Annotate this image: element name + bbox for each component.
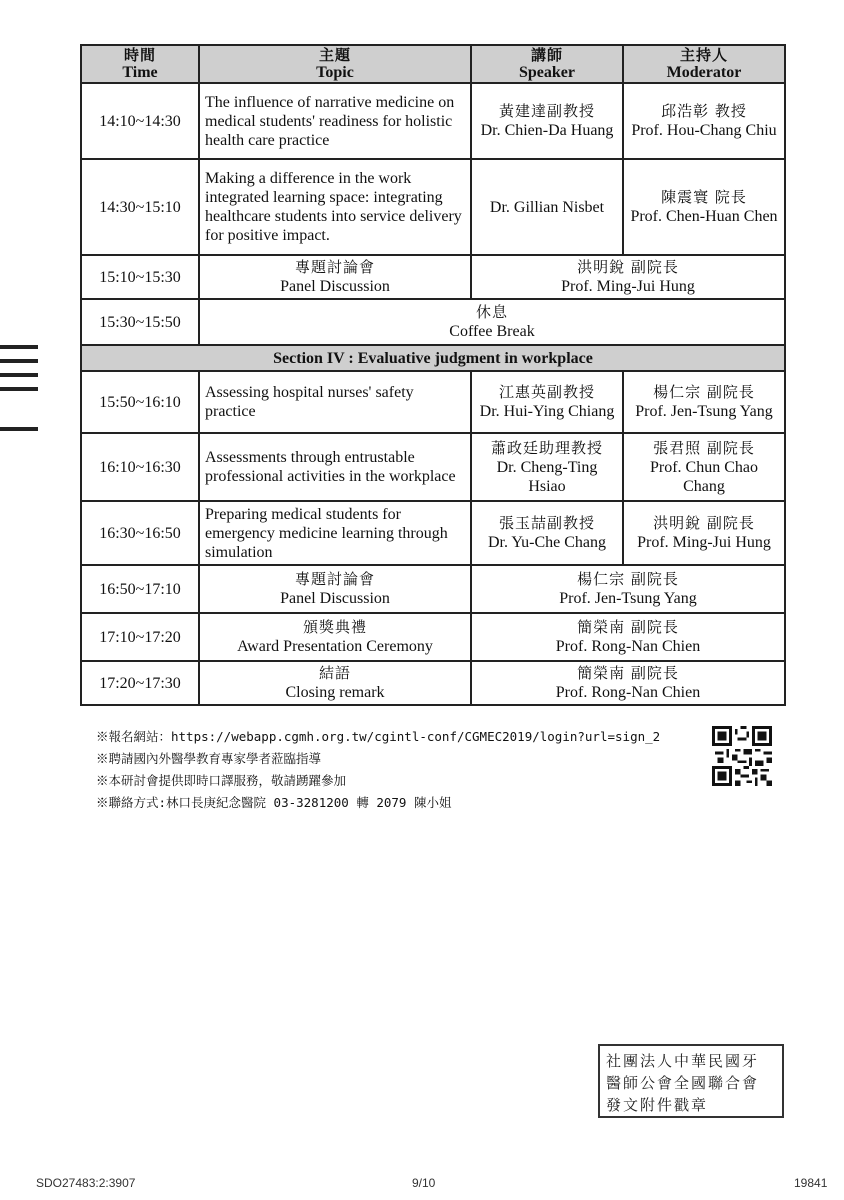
speaker-cell: 黃建達副教授 Dr. Chien-Da Huang [471,83,623,159]
table-row [81,433,785,501]
schedule-table [80,44,786,706]
topic-cell: 專題討論會 Panel Discussion [199,565,471,613]
time-cell: 17:10~17:20 [81,613,199,661]
moderator-cell: 陳震寰 院長 Prof. Chen-Huan Chen [623,159,785,255]
moderator-cell: 簡榮南 副院長 Prof. Rong-Nan Chien [471,661,785,705]
moderator-cell: 張君照 副院長 Prof. Chun Chao Chang [623,433,785,501]
time-cell: 14:30~15:10 [81,159,199,255]
topic-cell: 結語 Closing remark [199,661,471,705]
header-topic: 主題 Topic [199,45,471,83]
topic-cell: The influence of narrative medicine on medical students' readiness for holistic health care practice [199,83,471,159]
footer-page-number: 9/10 [412,1176,436,1190]
table-row [81,83,785,159]
topic-cell: 頒獎典禮 Award Presentation Ceremony [199,613,471,661]
official-stamp: 社團法人中華民國牙 醫師公會全國聯合會 發文附件戳章 [598,1044,784,1118]
section-row [81,345,785,371]
speaker-cell: 張玉喆副教授 Dr. Yu-Che Chang [471,501,623,565]
time-cell: 15:30~15:50 [81,299,199,345]
topic-cell: Assessments through entrustable professional activities in the workplace [199,433,471,501]
table-row [81,159,785,255]
footer-number: 19841 [794,1176,828,1190]
note-contact: ※聯絡方式:林口長庚紀念醫院 03-3281200 轉 2079 陳小姐 [96,795,452,810]
topic-cell: Assessing hospital nurses' safety practice [199,371,471,433]
topic-cell: Preparing medical students for emergency medicine learning through simulation [199,501,471,565]
speaker-cell: 蕭政廷助理教授 Dr. Cheng-Ting Hsiao [471,433,623,501]
table-row [81,613,785,661]
table-row [81,501,785,565]
table-row [81,371,785,433]
time-cell: 16:50~17:10 [81,565,199,613]
header-speaker: 講師 Speaker [471,45,623,83]
header-moderator: 主持人 Moderator [623,45,785,83]
time-cell: 17:20~17:30 [81,661,199,705]
footer-doc-id: SDO27483:2:3907 [36,1176,136,1190]
table-row [81,661,785,705]
header-time: 時間 Time [81,45,199,83]
moderator-cell: 邱浩彰 教授 Prof. Hou-Chang Chiu [623,83,785,159]
speaker-cell: Dr. Gillian Nisbet [471,159,623,255]
moderator-cell: 洪明銳 副院長 Prof. Ming-Jui Hung [471,255,785,299]
table-row [81,255,785,299]
binder-marks [0,345,40,441]
moderator-cell: 簡榮南 副院長 Prof. Rong-Nan Chien [471,613,785,661]
time-cell: 15:50~16:10 [81,371,199,433]
time-cell: 16:30~16:50 [81,501,199,565]
table-row [81,299,785,345]
table-header-row [81,45,785,83]
qr-code-icon [712,726,772,786]
note-registration-url: ※報名網站：https://webapp.cgmh.org.tw/cgintl-conf/CGMEC2019/login?url=sign_2 [96,729,661,744]
speaker-cell: 江惠英副教授 Dr. Hui-Ying Chiang [471,371,623,433]
topic-cell: Making a difference in the work integrated learning space: integrating healthcare students into service delivery for positive impact. [199,159,471,255]
break-cell: 休息 Coffee Break [199,299,785,345]
time-cell: 16:10~16:30 [81,433,199,501]
moderator-cell: 楊仁宗 副院長 Prof. Jen-Tsung Yang [623,371,785,433]
notes-list [96,726,696,814]
section-title: Section IV : Evaluative judgment in workplace [81,345,785,371]
time-cell: 15:10~15:30 [81,255,199,299]
table-row [81,565,785,613]
time-cell: 14:10~14:30 [81,83,199,159]
moderator-cell: 洪明銳 副院長 Prof. Ming-Jui Hung [623,501,785,565]
note-item: ※聘請國內外醫學教育專家學者蒞臨指導 [96,751,322,766]
moderator-cell: 楊仁宗 副院長 Prof. Jen-Tsung Yang [471,565,785,613]
topic-cell: 專題討論會 Panel Discussion [199,255,471,299]
note-item: ※本研討會提供即時口譯服務，敬請踴躍參加 [96,773,347,788]
